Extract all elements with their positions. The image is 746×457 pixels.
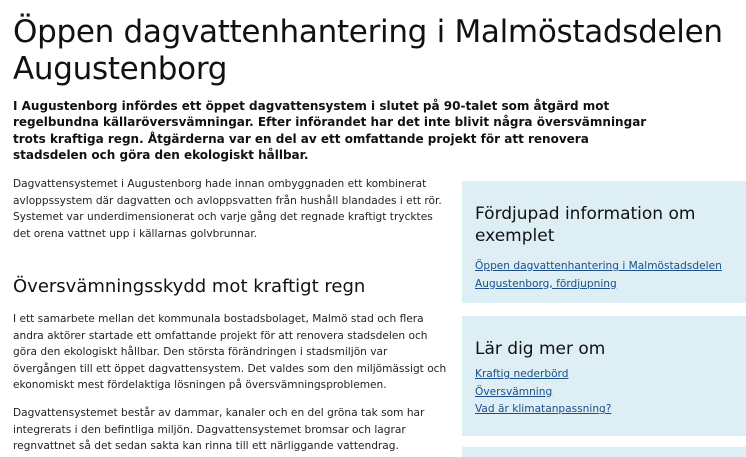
body-paragraph: I ett samarbete mellan det kommunala bostadsbolaget, Malmö stad och flera andra aktörer startade ett omfattande projekt för att renovera stadsdelen och göra den ekologiskt hållbar. Den största förändringen i stadsmiljön var övergången till ett öppet dagvattensystem. Det valdes som den miljömässigt och ekonomiskt mest fördelaktiga lösningen på översvämningsproblemen. [13, 313, 447, 391]
link-klimatanpassning[interactable]: Vad är klimatanpassning? [475, 403, 612, 415]
link-kraftig-nederbord[interactable]: Kraftig nederbörd [475, 368, 569, 380]
link-oversvamning[interactable]: Översvämning [475, 385, 553, 398]
learn-more-links [475, 366, 734, 419]
section-heading: Översvämningsskydd mot kraftigt regn [13, 276, 366, 297]
body-paragraph: Dagvattensystemet består av dammar, kanaler och en del gröna tak som har integrerats i den befintliga miljön. Dagvattensystemet bromsar och lagrar regnvattnet så det sedan sakta kan rinna till ett närliggande vattendrag. [13, 407, 425, 452]
learn-more-box [462, 316, 746, 436]
page-title: Öppen dagvattenhantering i Malmöstadsdelen Augustenborg [13, 14, 723, 87]
link-fordjupning[interactable]: Öppen dagvattenhantering i Malmöstadsdelen Augustenborg, fördjupning [475, 260, 722, 290]
next-box-top [462, 447, 746, 457]
further-info-links [475, 258, 734, 293]
intro-paragraph: Dagvattensystemet i Augustenborg hade innan ombyggnaden ett kombinerat avloppssystem där dagvatten och avloppsvatten från hushåll blandades i ett rör. Systemet var underdimensionerat och varje gång det regnade kraftigt trycktes det orena vattnet upp i källarnas golvbrunnar. [13, 178, 442, 240]
learn-more-title: Lär dig mer om [475, 339, 606, 359]
lead-paragraph: I Augustenborg infördes ett öppet dagvattensystem i slutet på 90-talet som åtgärd mot regelbundna källaröversvämningar. Efter införandet har det inte blivit några översvämningar trots kraftiga regn. Åtgärderna var en del av ett omfattande projekt för att renovera stadsdelen och göra den ekologiskt hållbar. [13, 99, 647, 162]
further-info-title: Fördjupad information om exemplet [475, 204, 696, 246]
further-info-box [462, 181, 746, 303]
